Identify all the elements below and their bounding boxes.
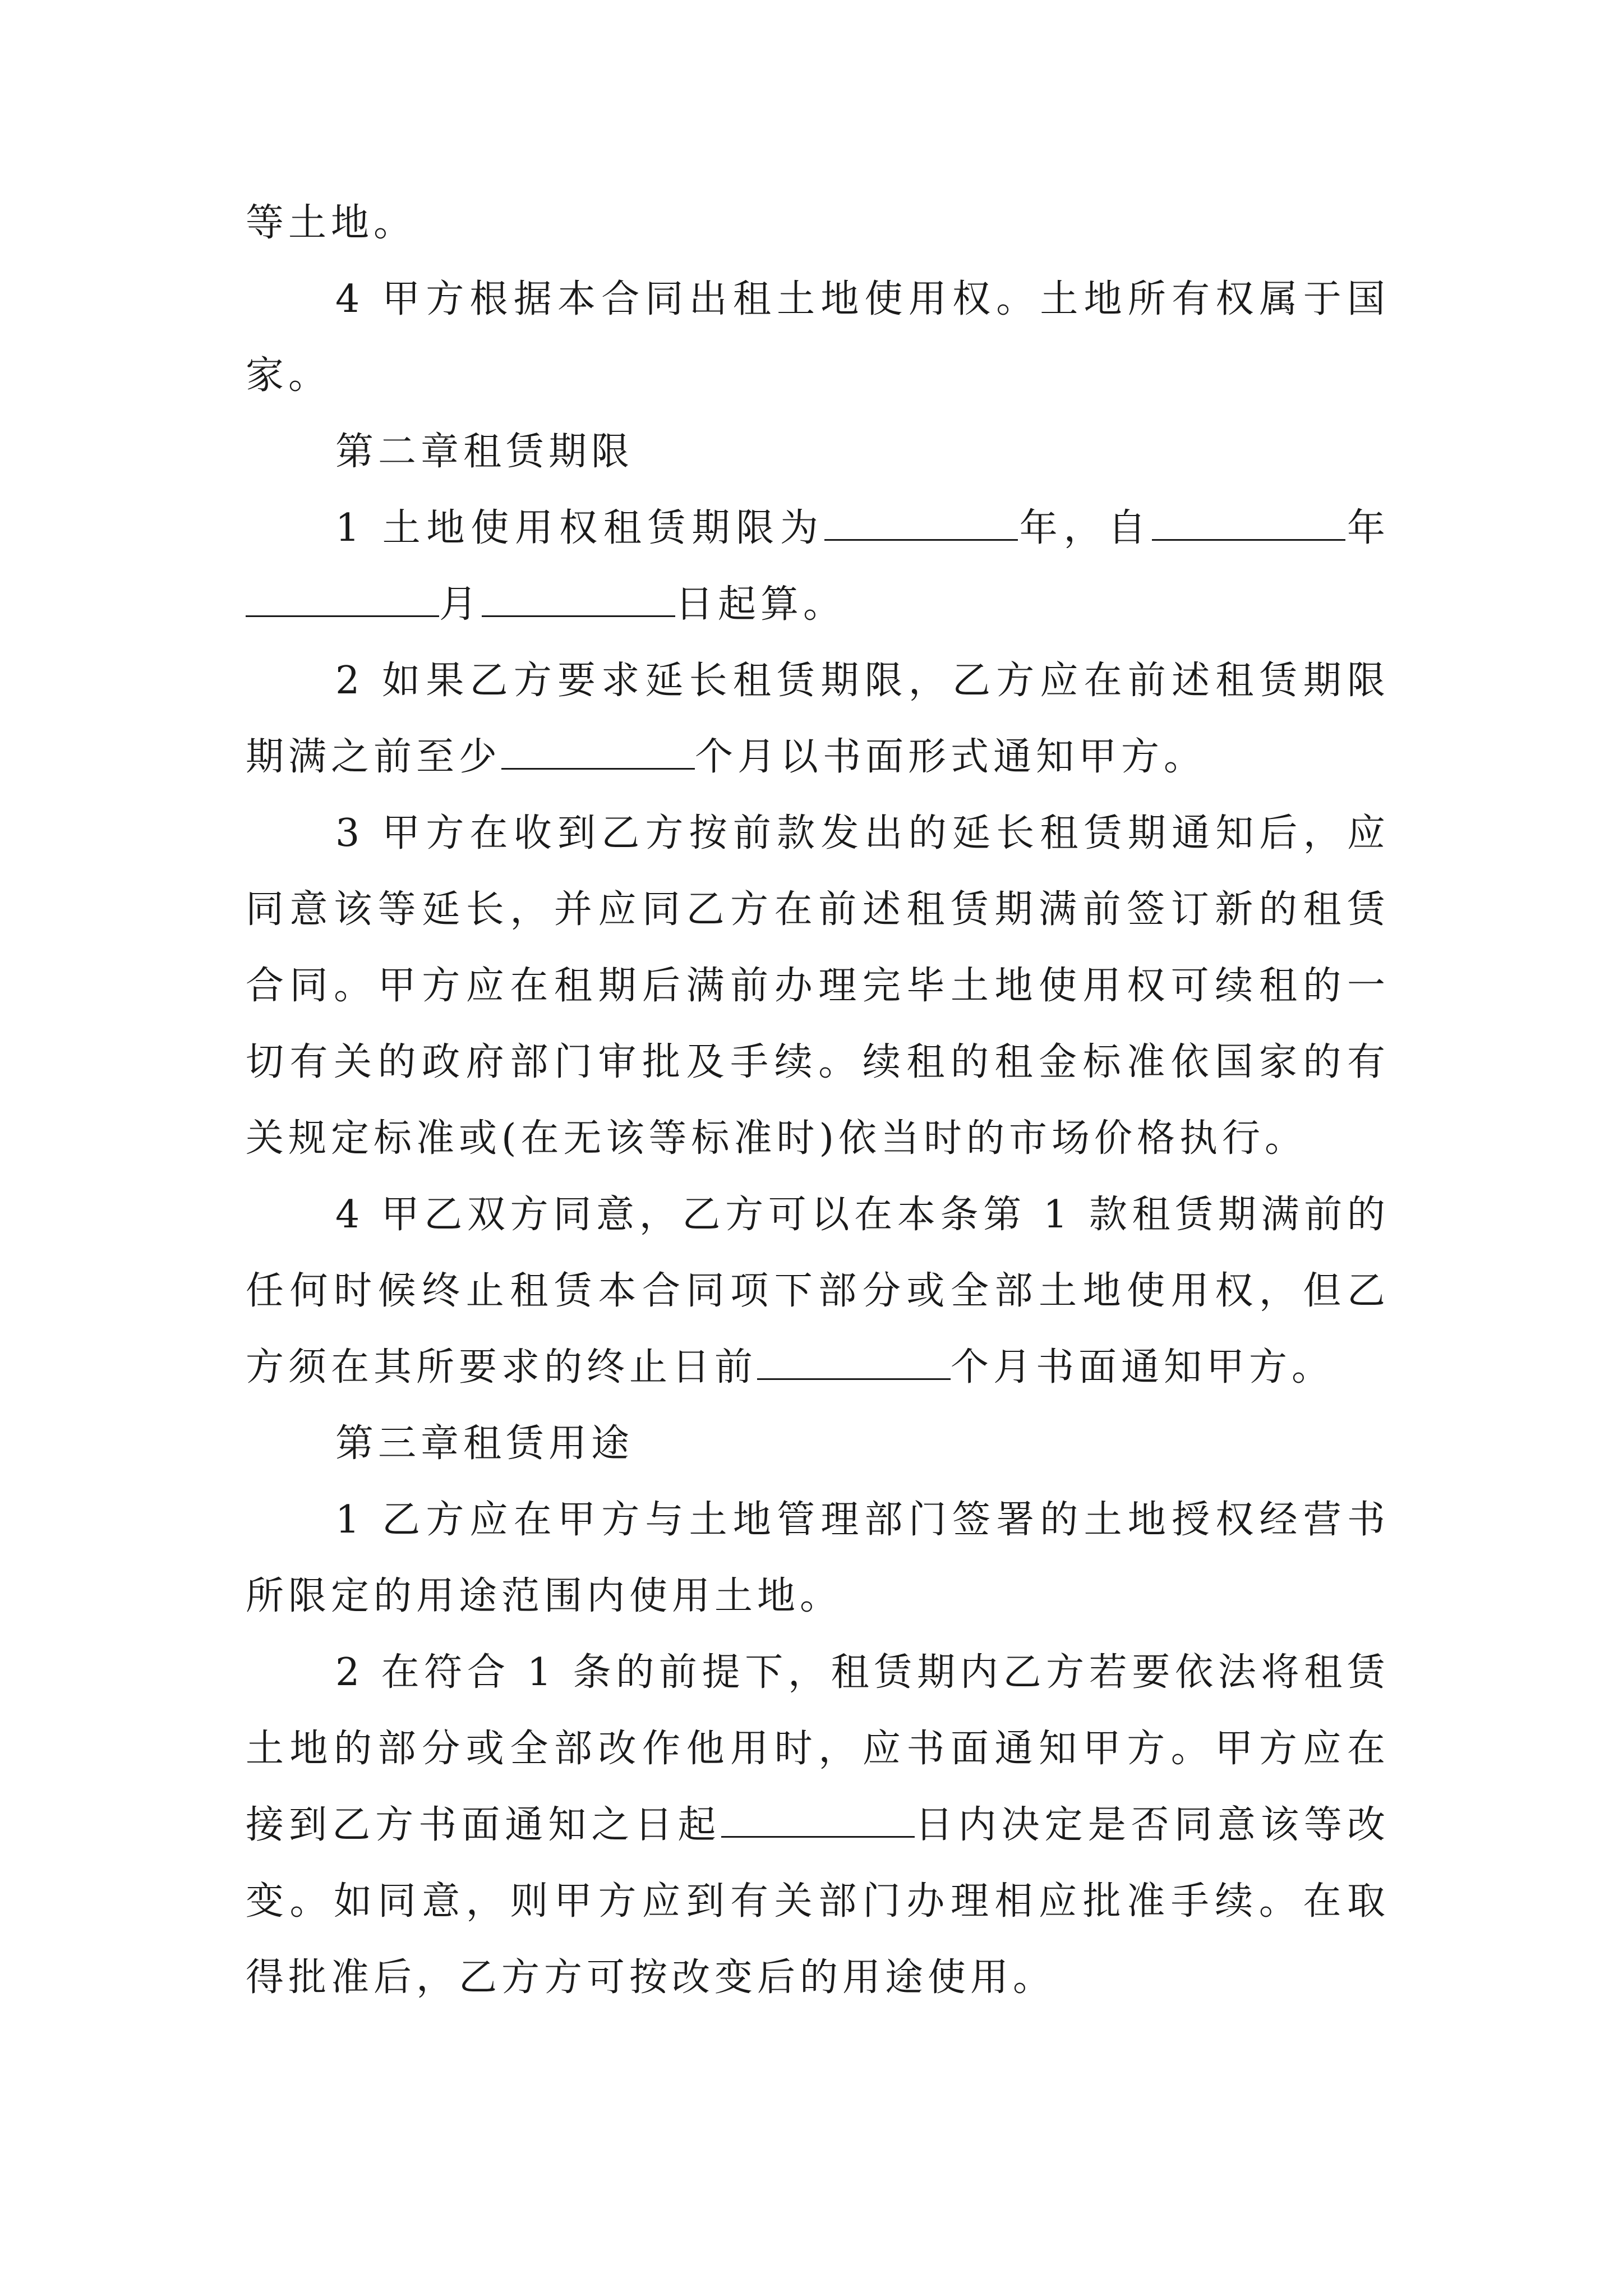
paragraph-text: 4 甲方根据本合同出租土地使用权。土地所有权属于国家。 [246, 277, 1390, 398]
fill-blank[interactable] [482, 576, 675, 617]
paragraph-text: 2 在符合 1 条的前提下，租赁期内乙方若要依法将租赁土地的部分或全部改作他用时，应书面通知甲方。甲方应在接到乙方书面通知之日起 [246, 1650, 1390, 1847]
fill-blank[interactable] [757, 1339, 951, 1380]
paragraph-clause [246, 1177, 1390, 1406]
paragraph-text: 2 如果乙方要求延长租赁期限，乙方应在前述租赁期限期满之前至少 [246, 659, 1390, 779]
document-body [246, 185, 1390, 2016]
paragraph-clause [246, 643, 1390, 795]
paragraph-text: 日内决定是否同意该等改变。如同意，则甲方应到有关部门办理相应批准手续。在取得批准后，乙方方可按改变后的用途使用。 [246, 1803, 1390, 2000]
fill-blank[interactable] [1152, 500, 1345, 541]
chapter-title: 第三章租赁用途 [335, 1421, 634, 1466]
paragraph-text: 年，自 [1017, 506, 1152, 550]
fill-blank[interactable] [721, 1797, 915, 1838]
paragraph-text: 日起算。 [675, 582, 846, 627]
chapter-heading-2 [246, 414, 1390, 490]
chapter-heading-3 [246, 1406, 1390, 1482]
paragraph-text: 年 [1345, 506, 1390, 550]
paragraph-text: 个月以书面形式通知甲方。 [695, 735, 1207, 779]
paragraph-text: 等土地。 [246, 201, 417, 245]
paragraph-clause [246, 1635, 1390, 2016]
paragraph-text: 1 土地使用权租赁期限为 [335, 506, 824, 550]
fill-blank[interactable] [501, 729, 695, 770]
paragraph-clause [246, 261, 1390, 414]
paragraph-text: 4 甲乙双方同意，乙方可以在本条第 1 款租赁期满前的任何时候终止租赁本合同项下部分或全部土地使用权，但乙方须在其所要求的终止日前 [246, 1193, 1390, 1389]
paragraph-text: 个月书面通知甲方。 [951, 1345, 1335, 1389]
chapter-title: 第二章租赁期限 [335, 430, 634, 474]
paragraph-text: 月 [439, 582, 482, 627]
fill-blank[interactable] [246, 576, 439, 617]
paragraph-clause [246, 490, 1390, 643]
paragraph-clause [246, 1482, 1390, 1635]
paragraph-continuation [246, 185, 1390, 261]
paragraph-text: 1 乙方应在甲方与土地管理部门签署的土地授权经营书所限定的用途范围内使用土地。 [246, 1498, 1390, 1618]
fill-blank[interactable] [824, 500, 1018, 541]
paragraph-clause [246, 795, 1390, 1177]
paragraph-text: 3 甲方在收到乙方按前款发出的延长租赁期通知后，应同意该等延长，并应同乙方在前述租赁期满前签订新的租赁合同。甲方应在租期后满前办理完毕土地使用权可续租的一切有关的政府部门审批及手续。续租的租金标准依国家的有关规定标准或(在无该等标准时)依当时的市场价格执行。 [246, 811, 1390, 1161]
